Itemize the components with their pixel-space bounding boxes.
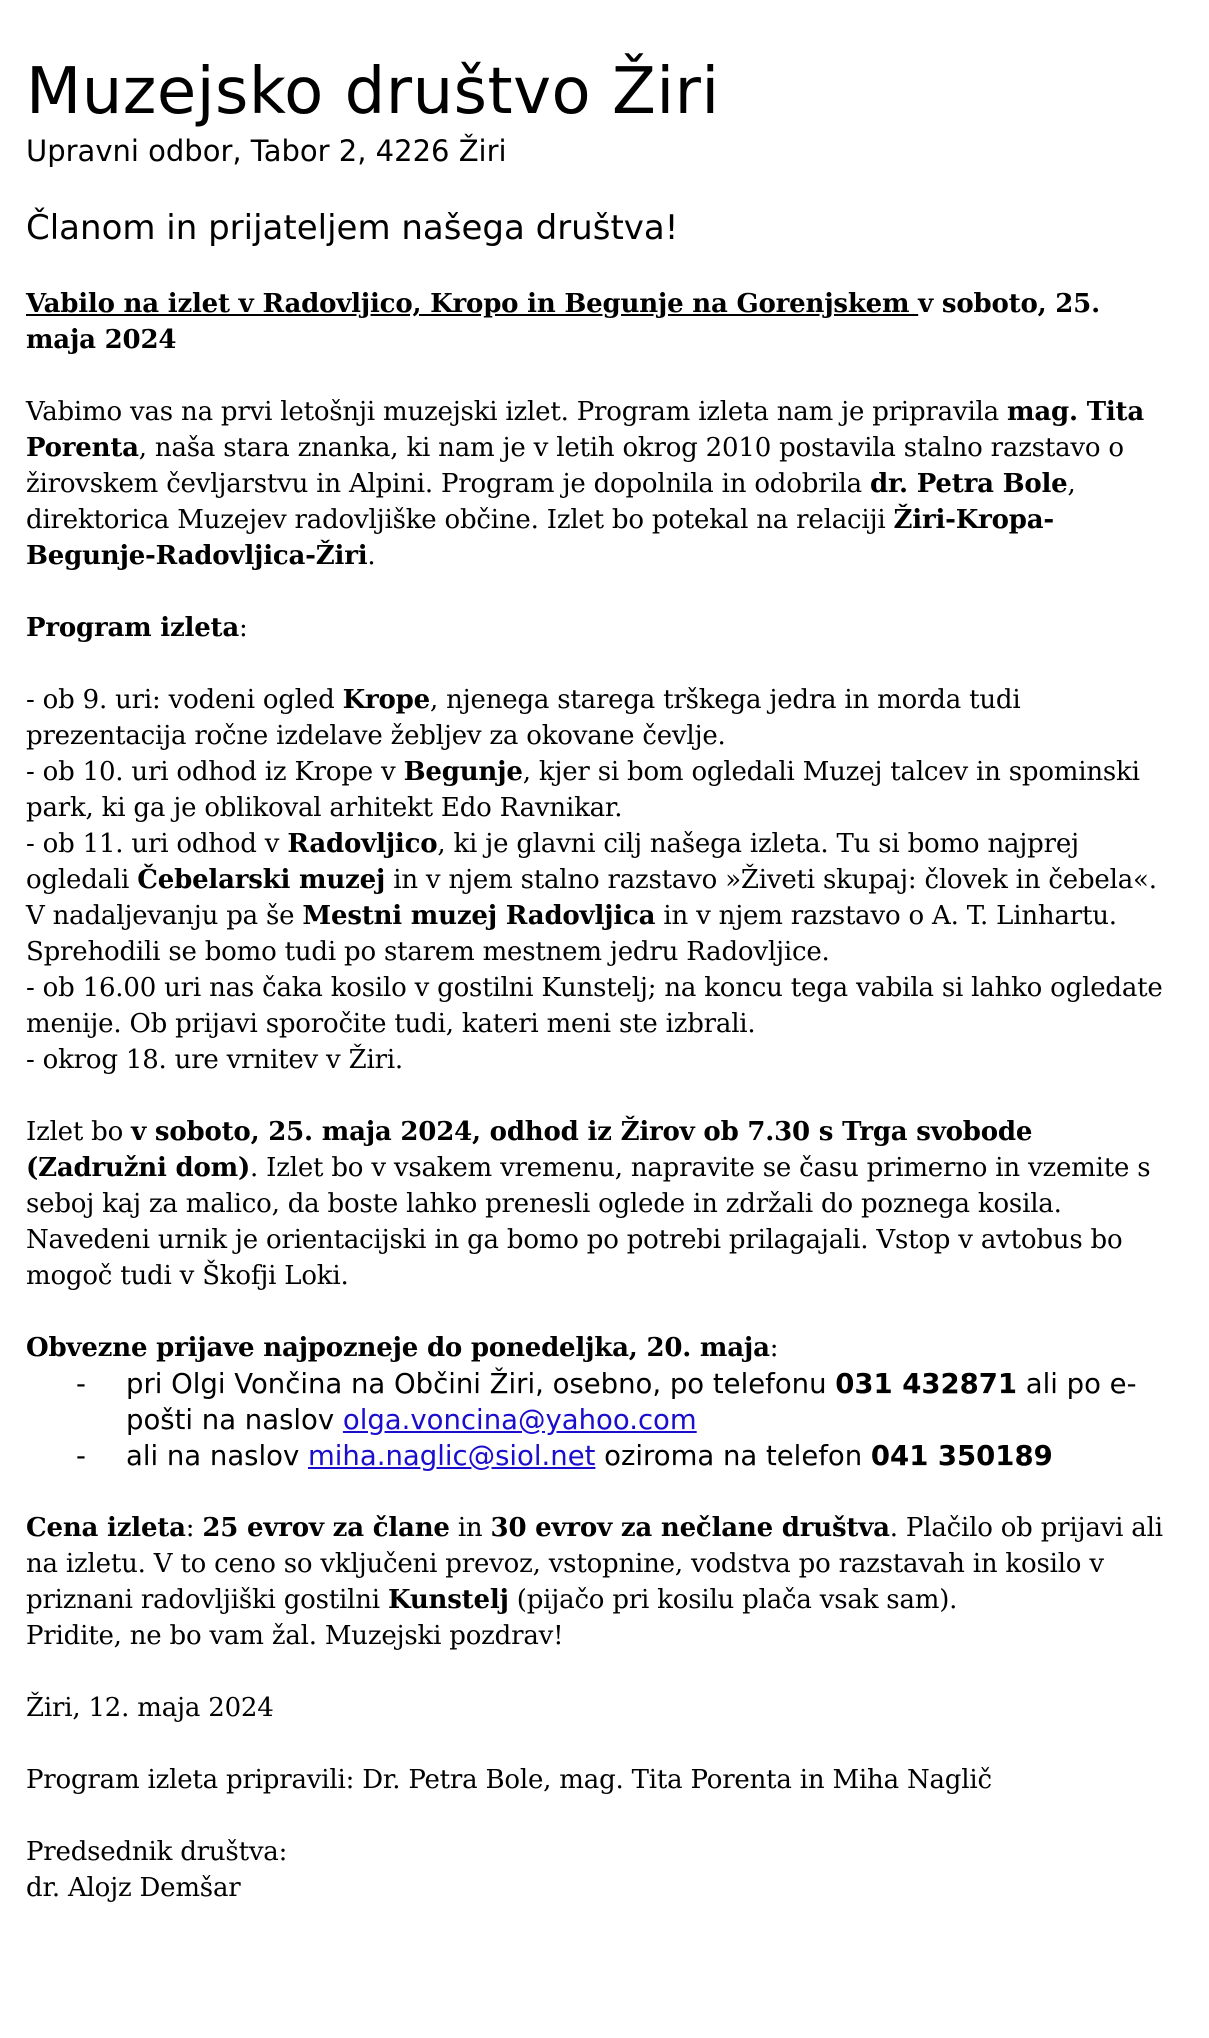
registration-item: [26, 1366, 1176, 1438]
registration-item-body: [126, 1438, 1176, 1474]
departure-paragraph: [26, 1114, 1176, 1294]
program-item: [26, 826, 1176, 970]
registration-heading-colon: :: [769, 1333, 779, 1363]
intro-bold-2: dr. Petra Bole: [869, 469, 1068, 499]
invitation-date: v soboto, 25. maja 2024: [26, 289, 1100, 355]
closing-line: Pridite, ne bo vam žal. Muzejski pozdrav!: [26, 1621, 564, 1651]
email-link-miha[interactable]: miha.naglic@siol.net: [308, 1440, 596, 1472]
registration-list: [26, 1366, 1176, 1474]
price-text-1: :: [185, 1513, 203, 1543]
address-line: Upravni odbor, Tabor 2, 4226 Žiri: [26, 134, 507, 168]
price-nonmembers: 30 evrov za nečlane društva: [490, 1513, 890, 1543]
registration-heading: [26, 1330, 1176, 1366]
program-item-1-text-2: , njenega starega trškega jedra in morda tudi prezentacija ročne izdelave žebljev za okovane čevlje.: [26, 685, 1021, 751]
program-item-2-text-2: , kjer si bom ogledali Muzej talcev in spominski park, ki ga je oblikoval arhitekt Edo Ravnikar.: [26, 757, 1140, 823]
list-dash: -: [76, 1440, 86, 1472]
program-item-2-bold: Begunje: [403, 757, 523, 787]
program-item-3-bold-1: Radovljico: [287, 829, 438, 859]
registration-heading-text: Obvezne prijave najpozneje do ponedeljka, 20. maja: [26, 1333, 770, 1363]
registration-item-1-text-1: pri Olgi Vončina na Občini Žiri, osebno, po telefonu: [126, 1368, 836, 1400]
price-members: 25 evrov za člane: [202, 1513, 450, 1543]
program-heading-colon: :: [239, 613, 248, 643]
registration-item-2-text-2: oziroma na telefon: [595, 1440, 871, 1472]
program-item: [26, 682, 1176, 754]
program-item-3-bold-3: Mestni muzej Radovljica: [302, 901, 656, 931]
program-item-1-bold: Krope: [342, 685, 430, 715]
registration-item: [26, 1438, 1176, 1474]
program-item: - okrog 18. ure vrnitev v Žiri.: [26, 1045, 403, 1075]
departure-text-1: Izlet bo: [26, 1117, 132, 1147]
program-heading-text: Program izleta: [26, 613, 239, 643]
program-item: - ob 16.00 uri nas čaka kosilo v gostilni Kunstelj; na koncu tega vabila si lahko ogledate menije. Ob prijavi sporočite tudi, kateri meni ste izbrali.: [26, 973, 1163, 1039]
intro-bold-1: mag. Tita Porenta: [26, 397, 1144, 463]
intro-text-3: , direktorica Muzejev radovljiške občine. Izlet bo potekal na relaciji: [26, 469, 1076, 535]
registration-item-2-text-1: ali na naslov: [126, 1440, 308, 1472]
program-item-3-text-4: in v njem razstavo o A. T. Linhartu. Sprehodili se bomo tudi po starem mestnem jedru Radovljice.: [26, 901, 1117, 967]
email-link-olga[interactable]: olga.voncina@yahoo.com: [342, 1404, 697, 1436]
intro-bold-3: Žiri-Kropa-Begunje-Radovljica-Žiri: [26, 505, 1055, 571]
registration-phone-2: 041 350189: [870, 1440, 1053, 1472]
program-item-2-text-1: - ob 10. uri odhod iz Krope v: [26, 757, 404, 787]
registration-item-body: [126, 1366, 1176, 1438]
program-item-3-bold-2: Čebelarski muzej: [137, 865, 386, 895]
document-page: [26, 52, 1176, 1906]
price-text-3: . Plačilo ob prijavi ali na izletu. V to ceno so vključeni prevoz, vstopnine, vodstva po razstavah in kosilo v priznani radovljiški gostilni: [26, 1513, 1163, 1615]
intro-text-1: Vabimo vas na prvi letošnji muzejski izlet. Program izleta nam je pripravila: [26, 397, 1008, 427]
invitation-underlined: Vabilo na izlet v Radovljico, Kropo in Begunje na Gorenjskem: [26, 289, 919, 319]
program-item: [26, 754, 1176, 826]
prepared-by: Program izleta pripravili: Dr. Petra Bole, mag. Tita Porenta in Miha Naglič: [26, 1765, 992, 1795]
greeting: Članom in prijateljem našega društva!: [26, 208, 679, 248]
program-item-1-text-1: - ob 9. uri: vodeni ogled: [26, 685, 343, 715]
departure-bold: v soboto, 25. maja 2024, odhod iz Žirov ob 7.30 s Trga svobode (Zadružni dom): [26, 1117, 1033, 1183]
departure-text-2: . Izlet bo v vsakem vremenu, napravite se času primerno in vzemite s seboj kaj za malico, da boste lahko prenesli oglede in zdržali do poznega kosila. Navedeni urnik je orientacijski in ga bomo po potrebi prilagajali. Vstop v avtobus bo mogoč tudi v Škofji Loki.: [26, 1153, 1151, 1291]
price-restaurant: Kunstelj: [388, 1585, 509, 1615]
signature-name: dr. Alojz Demšar: [26, 1873, 241, 1903]
intro-text-2: , naša stara znanka, ki nam je v letih okrog 2010 postavila stalno razstavo o žirovskem čevljarstvu in Alpini. Program je dopolnila in odobrila: [26, 433, 1124, 499]
intro-paragraph: [26, 394, 1176, 574]
signature-role: Predsednik društva:: [26, 1837, 288, 1867]
program-list: [26, 682, 1176, 1078]
registration-phone-1: 031 432871: [835, 1368, 1018, 1400]
program-item-3-text-2: , ki je glavni cilj našega izleta. Tu si bomo najprej ogledali: [26, 829, 1079, 895]
registration-item-1-text-2: ali po e-pošti na naslov: [126, 1368, 1137, 1436]
program-item-3-text-3: in v njem stalno razstavo »Živeti skupaj: človek in čebela«. V nadaljevanju pa še: [26, 865, 1157, 931]
price-text-2: in: [449, 1513, 491, 1543]
price-paragraph: [26, 1510, 1176, 1654]
program-heading: [26, 610, 1176, 646]
date-line: Žiri, 12. maja 2024: [26, 1693, 274, 1723]
program-item-3-text-1: - ob 11. uri odhod v: [26, 829, 288, 859]
intro-text-4: .: [367, 541, 376, 571]
invitation-heading: [26, 286, 1176, 358]
price-label: Cena izleta: [26, 1513, 186, 1543]
price-text-4: (pijačo pri kosilu plača vsak sam).: [508, 1585, 958, 1615]
list-dash: -: [76, 1368, 86, 1400]
page-title: Muzejsko društvo Žiri: [26, 55, 720, 129]
